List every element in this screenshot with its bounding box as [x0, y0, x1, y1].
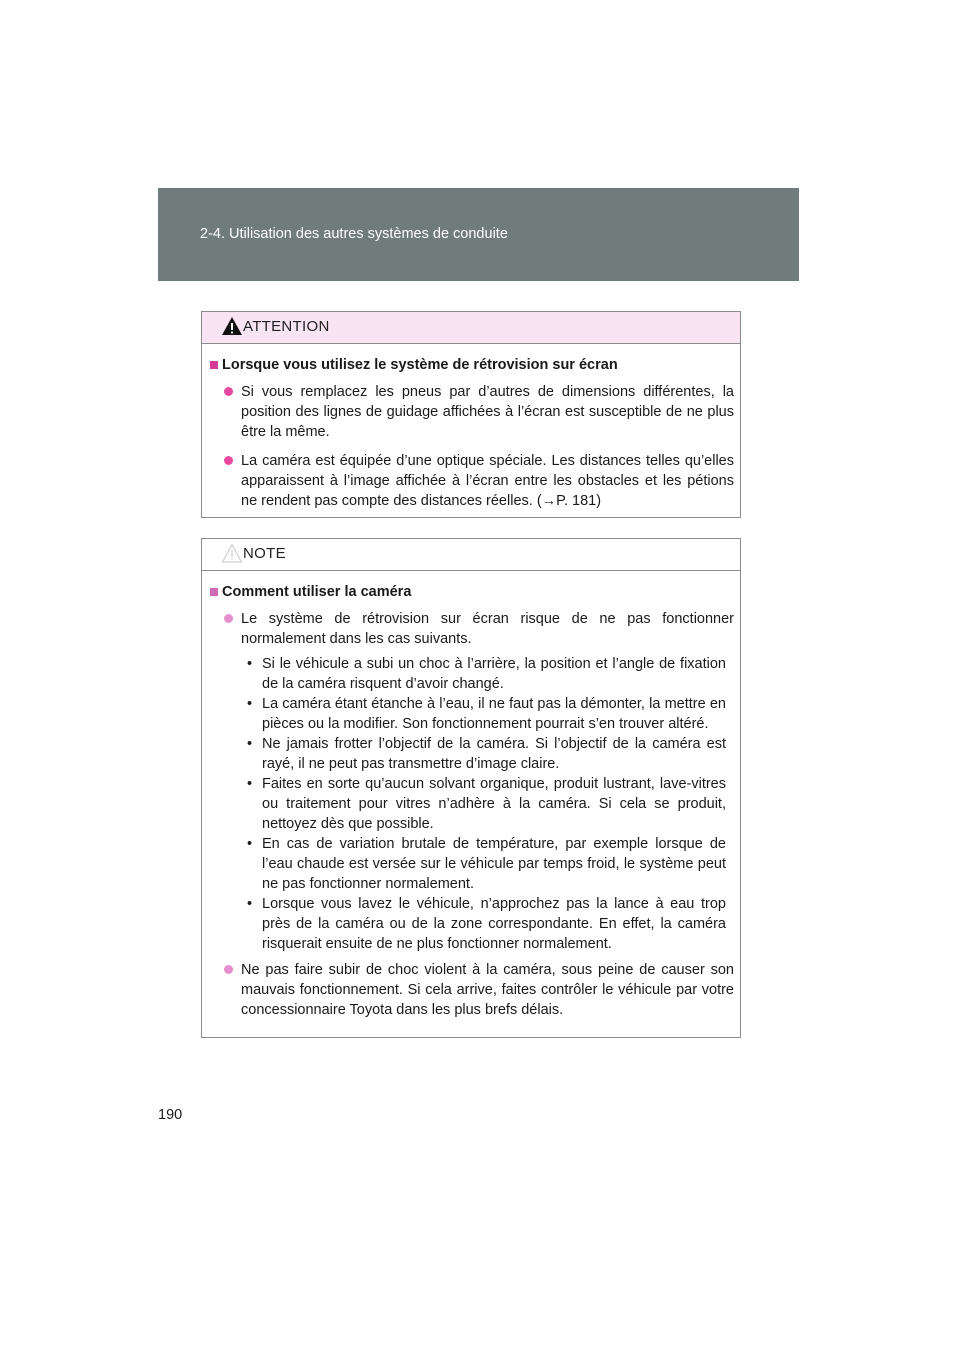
note-section-title [210, 582, 734, 602]
note-bullet [224, 609, 734, 960]
attention-bullet [224, 382, 734, 442]
list-item-text: En cas de variation brutale de température, par exemple lorsque de l’eau chaude est versée sur le véhicule par temps froid, le système peut ne pas fonctionner normalement. [262, 836, 726, 892]
note-title-text: Comment utiliser la caméra [222, 584, 412, 600]
list-item [247, 894, 726, 954]
attention-bullet [224, 451, 734, 511]
note-sub-list [241, 654, 734, 954]
list-item [247, 694, 726, 734]
note-header [202, 539, 740, 571]
note-bullet-text: Le système de rétrovision sur écran risque de ne pas fonctionner normalement dans les cas suivants. [241, 611, 734, 647]
list-item-text: Ne jamais frotter l’objectif de la caméra. Si l’objectif de la caméra est rayé, il ne peut pas transmettre d’image claire. [262, 736, 726, 772]
note-bullet-body [241, 609, 734, 960]
circle-bullet-icon [224, 387, 233, 396]
bullet-marker: • [247, 656, 253, 672]
note-bullet [224, 960, 734, 1020]
circle-bullet-icon [224, 965, 233, 974]
note-content [202, 571, 740, 1041]
list-item-text: Si le véhicule a subi un choc à l’arrière, la position et l’angle de fixation de la caméra risquent d’avoir changé. [262, 656, 726, 692]
circle-bullet-icon [224, 456, 233, 465]
caution-outline-icon [221, 543, 243, 563]
list-item [247, 654, 726, 694]
bullet-marker: • [247, 776, 253, 792]
list-item-text: Lorsque vous lavez le véhicule, n’approchez pas la lance à eau trop près de la caméra ou de la zone correspondante. En effet, la caméra risquerait ensuite de ne plus fonctionner normalement. [262, 896, 726, 952]
circle-bullet-icon [224, 614, 233, 623]
attention-label: ATTENTION [243, 318, 330, 335]
note-label: NOTE [243, 545, 286, 562]
square-bullet-icon [210, 588, 218, 596]
note-box [201, 538, 741, 1038]
page-number: 190 [158, 1107, 183, 1123]
attention-title-text: Lorsque vous utilisez le système de rétrovision sur écran [222, 357, 618, 373]
list-item-text: Faites en sorte qu’aucun solvant organique, produit lustrant, lave-vitres ou traitement pour vitres n’adhère à la caméra. Si cela se produit, nettoyez dès que possible. [262, 776, 726, 832]
bullet-marker: • [247, 896, 253, 912]
attention-box [201, 311, 741, 518]
note-bullet-text: Ne pas faire subir de choc violent à la caméra, sous peine de causer son mauvais fonctionnement. Si cela arrive, faites contrôler le véhicule par votre concessionnaire Toyota dans les plus brefs délais. [241, 962, 734, 1018]
list-item [247, 734, 726, 774]
attention-content [202, 344, 740, 532]
square-bullet-icon [210, 361, 218, 369]
attention-section-title [210, 355, 734, 375]
list-item-text: La caméra étant étanche à l’eau, il ne faut pas la démonter, la mettre en pièces ou la modifier. Son fonctionnement pourrait s’en trouver altéré. [262, 696, 726, 732]
warning-icon [221, 316, 243, 336]
bullet-marker: • [247, 696, 253, 712]
attention-header [202, 312, 740, 344]
list-item [247, 774, 726, 834]
section-title: 2-4. Utilisation des autres systèmes de conduite [200, 226, 508, 242]
bullet-marker: • [247, 736, 253, 752]
section-header [158, 188, 799, 281]
attention-bullet-text: La caméra est équipée d’une optique spéciale. Les distances telles qu’elles apparaissent à l’image affichée à l’écran entre les obstacles et les pétions ne rendent pas compte des distances réelles. (→P. 181) [241, 453, 734, 509]
attention-bullet-text: Si vous remplacez les pneus par d’autres de dimensions différentes, la position des lignes de guidage affichées à l’écran est susceptible de ne plus être la même. [241, 384, 734, 440]
bullet-marker: • [247, 836, 253, 852]
list-item [247, 834, 726, 894]
